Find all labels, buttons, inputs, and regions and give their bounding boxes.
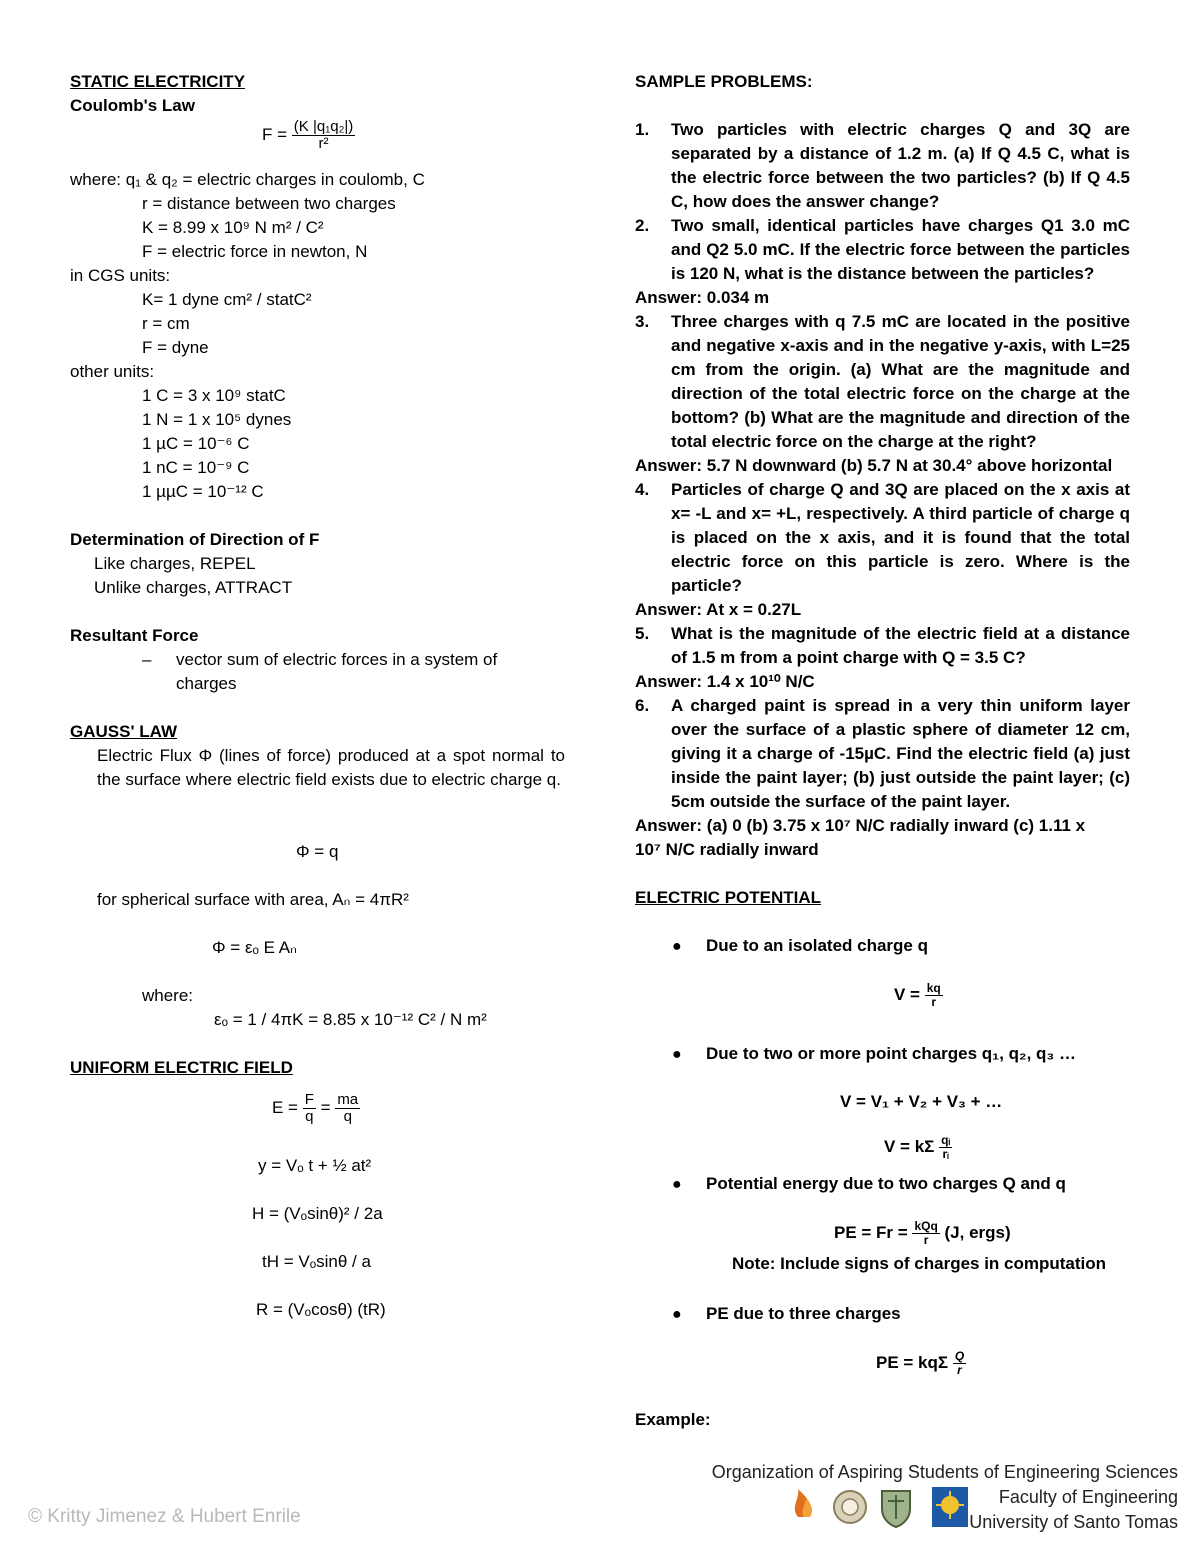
v-k-lhs: V = kΣ (884, 1136, 935, 1156)
gauss-title: GAUSS' LAW (70, 722, 177, 741)
bullet-three-charges: PE due to three charges (706, 1304, 901, 1323)
r-denominator: r (957, 1363, 962, 1377)
resultant-dash: – (142, 650, 152, 669)
ma-numerator: ma (337, 1091, 359, 1108)
v-lhs: V = (894, 984, 920, 1004)
bullet-isolated-charge: Due to an isolated charge q (706, 936, 928, 955)
uniform-r-eq: R = (Vₒcosθ) (tR) (256, 1300, 386, 1319)
where-line-1: where: q₁ & q₂ = electric charges in coulomb, C (70, 170, 425, 189)
direction-unlike: Unlike charges, ATTRACT (94, 578, 293, 597)
crest-logo-icon (876, 1483, 916, 1529)
bullet-icon: ● (672, 938, 682, 955)
problem-text: What is the magnitude of the electric field at a distance of 1.5 m from a point charge with Q = 3.5 C? (671, 624, 1130, 667)
problem-number: 2. (635, 216, 650, 235)
other-unit-4: 1 nC = 10⁻⁹ C (142, 458, 250, 477)
problem-number: 5. (635, 624, 650, 643)
resultant-title: Resultant Force (70, 626, 199, 645)
problem-number: 4. (635, 480, 650, 499)
pe-note: Note: Include signs of charges in computation (732, 1254, 1107, 1273)
uniform-field-title: UNIFORM ELECTRIC FIELD (70, 1058, 293, 1077)
problem-1 (635, 118, 1130, 214)
kq-over-r (925, 982, 943, 1009)
other-unit-2: 1 N = 1 x 10⁵ dynes (142, 410, 292, 429)
kqq-numerator: kQq (914, 1219, 938, 1233)
direction-like: Like charges, REPEL (94, 554, 256, 573)
problem-5 (635, 622, 1130, 670)
other-unit-3: 1 µC = 10⁻⁶ C (142, 434, 250, 453)
qi-numerator: qᵢ (941, 1133, 951, 1147)
static-electricity-title: STATIC ELECTRICITY (70, 72, 246, 91)
answer-6: Answer: (a) 0 (b) 3.75 x 10⁷ N/C radially inward (c) 1.11 x 10⁷ N/C radially inward (635, 816, 1086, 859)
coulomb-lhs: F = (262, 124, 288, 144)
f-over-q (303, 1092, 316, 1125)
gauss-text: Electric Flux Φ (lines of force) produced at a spot normal to the surface where electric field exists due to electric charge q. (97, 746, 565, 789)
problem-text: A charged paint is spread in a very thin uniform layer over the surface of a plastic sphere of diameter 12 cm, giving it a charge of -15µC. Find the electric field (a) just inside the paint layer; (b) just outside the paint layer; (c) 5cm outside the surface of the paint layer. (671, 696, 1130, 811)
pe-lhs: PE = Fr = (834, 1222, 908, 1242)
ri-denominator: rᵢ (942, 1147, 949, 1161)
answer-3: Answer: 5.7 N downward (b) 5.7 N at 30.4° above horizontal (635, 456, 1113, 475)
cgs-line-3: F = dyne (142, 338, 209, 357)
uniform-lhs: E = (272, 1097, 298, 1117)
direction-title: Determination of Direction of F (70, 530, 320, 549)
bullet-icon: ● (672, 1046, 682, 1063)
cgs-line-1: K= 1 dyne cm² / statC² (142, 290, 312, 309)
faculty-name: Faculty of Engineering (998, 1487, 1178, 1507)
answer-2: Answer: 0.034 m (635, 288, 770, 307)
problem-text: Two particles with electric charges Q and 3Q are separated by a distance of 1.2 m. (a) If Q 4.5 C, what is the electric force between the two particles? (b) If Q 4.5 C, how does the answer change? (671, 120, 1130, 211)
gauss-eq-2: Φ = εₒ E Aₙ (212, 938, 297, 957)
v-isolated-formula (894, 982, 943, 1009)
qi-over-ri (939, 1134, 952, 1161)
other-units-title: other units: (70, 362, 155, 381)
problem-2 (635, 214, 1130, 286)
gauss-eq-1: Φ = q (296, 842, 339, 861)
uniform-h-eq: H = (Vₒsinθ)² / 2a (252, 1204, 383, 1223)
answer-4: Answer: At x = 0.27L (635, 600, 802, 619)
problem-3 (635, 310, 1130, 454)
problem-number: 1. (635, 120, 650, 139)
coulomb-fraction (292, 119, 356, 152)
other-unit-5: 1 µµC = 10⁻¹² C (142, 482, 264, 501)
v-sum-formula: V = V₁ + V₂ + V₃ + … (840, 1092, 1003, 1111)
org-name: Organization of Aspiring Students of Engineering Sciences (711, 1462, 1178, 1482)
v-k-sigma-formula (884, 1134, 952, 1161)
f-numerator: F (304, 1091, 314, 1108)
answer-5: Answer: 1.4 x 10¹⁰ N/C (635, 672, 815, 691)
resultant-text: vector sum of electric forces in a system of charges (176, 650, 498, 693)
university-name: University of Santo Tomas (969, 1512, 1178, 1532)
problem-4 (635, 478, 1130, 598)
bullet-icon: ● (672, 1176, 682, 1193)
copyright-credit: © Kritty Jimenez & Hubert Enrile (28, 1506, 301, 1527)
q-denominator-2: q (343, 1108, 352, 1125)
equals-sign: = (320, 1097, 331, 1117)
problem-6 (635, 694, 1130, 814)
coulomb-numerator: (K |q₁q₂|) (293, 118, 354, 135)
gauss-sphere: for spherical surface with area, Aₙ = 4πR² (97, 890, 409, 909)
pe3-lhs: PE = kqΣ (876, 1352, 949, 1372)
gear-seal-logo-icon (830, 1483, 870, 1529)
coulomb-formula (262, 119, 355, 152)
kq-numerator: kq (926, 981, 941, 995)
r-denominator: r (923, 1233, 929, 1247)
electric-potential-title: ELECTRIC POTENTIAL (635, 888, 822, 907)
where-line-2: r = distance between two charges (142, 194, 396, 213)
q-over-r (953, 1350, 966, 1377)
coulomb-title: Coulomb's Law (70, 96, 195, 115)
pe3-formula (876, 1350, 966, 1377)
problem-text: Particles of charge Q and 3Q are placed on the x axis at x= -L and x= +L, respectively. A third particle of charge q is placed on the x axis, and it is found that the total electric force on this particle is zero. Where is the particle? (671, 480, 1130, 595)
other-unit-1: 1 C = 3 x 10⁹ statC (142, 386, 286, 405)
uniform-field-formula (272, 1092, 360, 1125)
sample-problems-title: SAMPLE PROBLEMS: (635, 72, 813, 91)
gauss-where: where: (142, 986, 194, 1005)
problem-text: Two small, identical particles have charges Q1 3.0 mC and Q2 5.0 mC. If the electric force between the particles is 120 N, what is the distance between the particles? (671, 216, 1130, 283)
example-label: Example: (635, 1410, 711, 1429)
cgs-title: in CGS units: (70, 266, 171, 285)
ust-seal-logo-icon (930, 1483, 970, 1529)
where-line-4: F = electric force in newton, N (142, 242, 368, 261)
ma-over-q (335, 1092, 360, 1125)
cgs-line-2: r = cm (142, 314, 190, 333)
gauss-epsilon: εₒ = 1 / 4πK = 8.85 x 10⁻¹² C² / N m² (214, 1010, 487, 1029)
q-numerator: Q (954, 1349, 965, 1363)
problem-number: 6. (635, 696, 650, 715)
bullet-point-charges: Due to two or more point charges q₁, q₂, q₃ … (706, 1044, 1077, 1063)
coulomb-denominator: r² (318, 135, 329, 152)
flame-logo-icon (784, 1483, 824, 1529)
uniform-y-eq: y = Vₒ t + ½ at² (258, 1156, 372, 1175)
pe-formula (834, 1220, 1011, 1247)
problem-number: 3. (635, 312, 650, 331)
bullet-icon: ● (672, 1306, 682, 1323)
where-line-3: K = 8.99 x 10⁹ N m² / C² (142, 218, 324, 237)
pe-units: (J, ergs) (944, 1222, 1011, 1242)
uniform-th-eq: tH = Vₒsinθ / a (262, 1252, 371, 1271)
q-denominator: q (305, 1108, 314, 1125)
r-denominator: r (931, 995, 937, 1009)
bullet-potential-energy: Potential energy due to two charges Q and q (706, 1174, 1066, 1193)
problem-text: Three charges with q 7.5 mC are located in the positive and negative x-axis and in the negative y-axis, with L=25 cm from the origin. (a) What are the magnitude and direction of the total electric force on the charge at the bottom? (b) What are the magnitude and direction of the total electric force on the charge at the right? (671, 312, 1130, 451)
kqq-over-r (912, 1220, 939, 1247)
